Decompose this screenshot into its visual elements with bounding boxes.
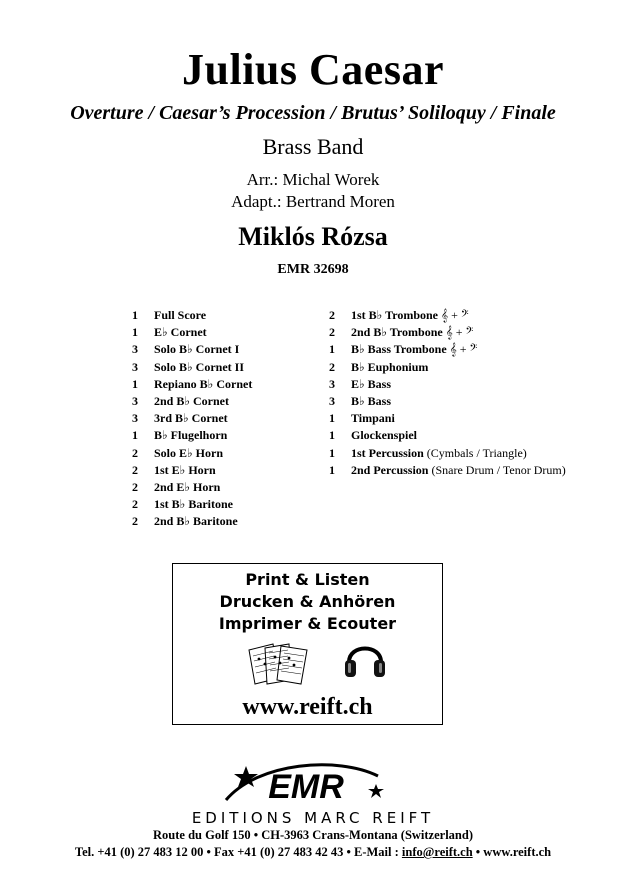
part-name-text: 1st Percussion [351, 445, 424, 460]
arranger: Arr.: Michal Worek [246, 170, 380, 189]
part-name-text: Solo E♭ Horn [154, 445, 224, 460]
part-name [351, 359, 428, 376]
part-name-text: 2nd B♭ Baritone [154, 514, 238, 529]
part-name [154, 445, 223, 462]
subtitle: Overture / Caesar’s Procession / Brutus’ Soliloquy / Finale [70, 102, 556, 124]
part-name-text: Solo B♭ Cornet I [154, 342, 240, 357]
part-extra: (Snare Drum / Tenor Drum) [428, 462, 566, 477]
part-name [154, 479, 220, 496]
part-quantity: 1 [132, 308, 138, 322]
print-listen-box[interactable] [172, 563, 443, 725]
adapter: Adapt.: Bertrand Moren [231, 192, 395, 211]
part-quantity: 1 [132, 428, 138, 443]
part-quantity: 3 [132, 411, 138, 426]
contact-prefix: Tel. +41 (0) 27 483 12 00 • Fax +41 (0) 27 483 42 43 • E-Mail : [74, 845, 402, 859]
promo-url[interactable]: www.reift.ch [242, 694, 373, 720]
part-name [154, 410, 228, 427]
part-extra: 𝄞 + 𝄢 [442, 325, 474, 340]
part-name [351, 341, 477, 358]
part-name [351, 307, 469, 324]
publisher-contact [0, 845, 626, 860]
part-quantity: 2 [132, 445, 138, 460]
part-quantity: 3 [132, 342, 138, 357]
contact-suffix: • www.reift.ch [472, 845, 552, 859]
headphones-icon [343, 634, 387, 680]
email-link[interactable]: info@reift.ch [401, 845, 473, 859]
emr-logo [218, 760, 388, 808]
part-quantity: 3 [132, 359, 138, 374]
part-name [351, 445, 527, 462]
part-name-text: Glockenspiel [351, 428, 418, 443]
part-name-text: 3rd B♭ Cornet [154, 411, 228, 426]
part-quantity: 2 [132, 462, 138, 477]
part-quantity: 3 [329, 393, 335, 408]
part-name [351, 376, 391, 393]
part-quantity: 1 [132, 376, 138, 391]
part-name [351, 324, 473, 341]
part-extra: 𝄞 + 𝄢 [446, 342, 478, 357]
part-quantity: 2 [329, 359, 335, 374]
publisher-address: Route du Golf 150 • CH-3963 Crans-Montana (Switzerland) [153, 828, 473, 842]
part-name [154, 427, 227, 444]
part-name [351, 393, 391, 410]
part-quantity: 1 [329, 342, 335, 357]
part-quantity: 2 [132, 497, 138, 512]
part-name [154, 462, 216, 479]
part-extra: 𝄞 + 𝄢 [438, 308, 469, 322]
part-name-text: 2nd Percussion [351, 462, 429, 477]
promo-line-1: Print & Listen [245, 570, 370, 589]
sheet-music-icon [247, 642, 311, 686]
catalog-number: EMR 32698 [277, 262, 349, 277]
part-name [154, 341, 239, 358]
part-name [351, 462, 566, 479]
part-quantity: 1 [329, 445, 335, 460]
part-quantity: 1 [132, 325, 138, 340]
part-name [154, 307, 206, 324]
part-quantity: 1 [329, 462, 335, 477]
part-name [154, 513, 238, 530]
part-name-text: E♭ Cornet [154, 325, 207, 340]
part-name-text: B♭ Bass Trombone [351, 342, 447, 357]
ensemble: Brass Band [262, 134, 364, 159]
publisher-name: EDITIONS MARC REIFT [191, 809, 435, 827]
part-quantity: 1 [329, 411, 335, 426]
part-quantity: 2 [132, 479, 138, 494]
part-name [154, 324, 207, 341]
page-title: Julius Caesar [182, 45, 444, 94]
part-name [351, 427, 417, 444]
part-name-text: 1st B♭ Trombone [351, 308, 439, 322]
part-name-text: B♭ Flugelhorn [154, 428, 228, 443]
composer: Miklós Rózsa [238, 222, 388, 251]
part-name-text: 2nd B♭ Trombone [351, 325, 443, 340]
part-name-text: 1st B♭ Baritone [154, 497, 233, 512]
part-quantity: 2 [132, 514, 138, 529]
part-name-text: Repiano B♭ Cornet [154, 376, 253, 391]
part-name-text: 2nd B♭ Cornet [154, 393, 229, 408]
part-name [154, 359, 244, 376]
part-name-text: Timpani [351, 411, 395, 426]
part-quantity: 3 [329, 376, 335, 391]
part-extra: (Cymbals / Triangle) [423, 445, 527, 460]
part-quantity: 1 [329, 428, 335, 443]
logo-text: EMR [268, 768, 344, 806]
promo-line-2: Drucken & Anhören [219, 592, 396, 611]
part-quantity: 3 [132, 393, 138, 408]
part-name-text: E♭ Bass [351, 376, 392, 391]
part-name [154, 376, 252, 393]
part-name-text: 2nd E♭ Horn [154, 479, 221, 494]
part-name [154, 393, 229, 410]
part-name-text: B♭ Bass [351, 393, 392, 408]
part-name-text: Full Score [154, 308, 207, 322]
part-name-text: B♭ Euphonium [351, 359, 429, 374]
part-quantity: 2 [329, 308, 335, 322]
part-quantity: 2 [329, 325, 335, 340]
part-name-text: 1st E♭ Horn [154, 462, 216, 477]
part-name [154, 496, 233, 513]
promo-line-3: Imprimer & Ecouter [218, 614, 397, 633]
part-name [351, 410, 395, 427]
part-name-text: Solo B♭ Cornet II [154, 359, 244, 374]
